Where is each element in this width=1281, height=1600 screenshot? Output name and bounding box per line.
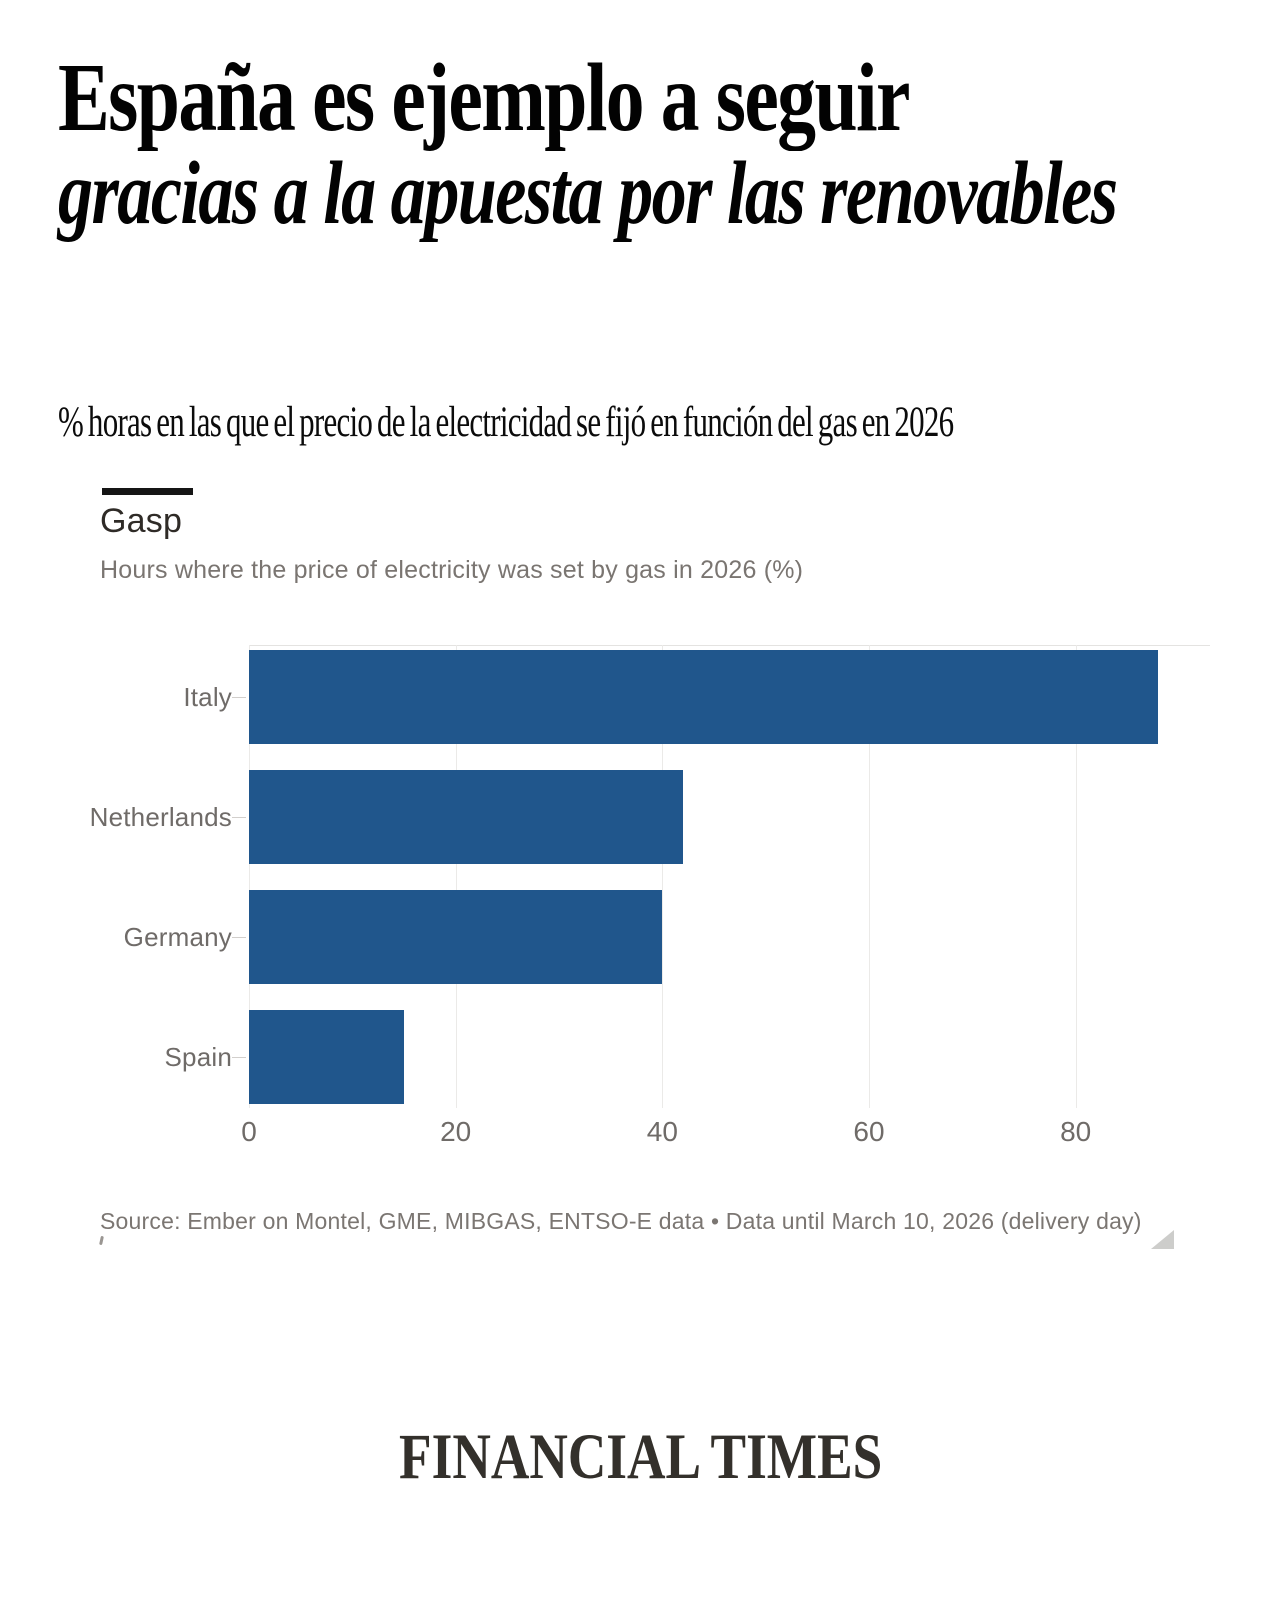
bar-italy [249,650,1158,744]
chart-subtitle: Hours where the price of electricity was set by gas in 2026 (%) [100,556,804,584]
bar-chart-plot-area [89,645,1210,1147]
headline [58,44,1281,243]
category-label-netherlands: Netherlands [89,801,232,832]
x-axis-tick-label: 80 [1060,1116,1092,1147]
bar-netherlands [249,770,683,864]
category-tick [232,817,246,818]
x-axis-tick-label: 60 [853,1116,885,1147]
category-label-germany: Germany [123,921,232,952]
stray-mark [99,1236,104,1245]
chart-source: Source: Ember on Montel, GME, MIBGAS, ENTSO-E data • Data until March 10, 2026 (delivery day) [100,1208,1142,1234]
x-axis-tick-label: 40 [646,1116,678,1147]
category-label-italy: Italy [183,681,232,712]
standfirst: % horas en las que el precio de la electricidad se fijó en función del gas en 2026 [58,399,954,446]
category-tick [232,1057,246,1058]
headline-line-2: gracias a la apuesta por las renovables [58,143,1117,243]
publisher-logo [0,1420,1281,1495]
x-axis-tick-label: 0 [241,1116,257,1147]
chart-accent-rule [102,488,193,495]
bar-germany [249,890,662,984]
headline-line-1: España es ejemplo a seguir [58,44,909,151]
resize-handle-icon[interactable] [1151,1230,1174,1249]
chart-title: Gasp [100,502,183,540]
x-axis-tick-label: 20 [440,1116,472,1147]
category-tick [232,697,246,698]
plot-top-gridline [249,645,1210,646]
publisher-logo-text: FINANCIAL TIMES [398,1421,883,1493]
category-tick [232,937,246,938]
bar-spain [249,1010,404,1104]
category-label-spain: Spain [164,1041,232,1072]
